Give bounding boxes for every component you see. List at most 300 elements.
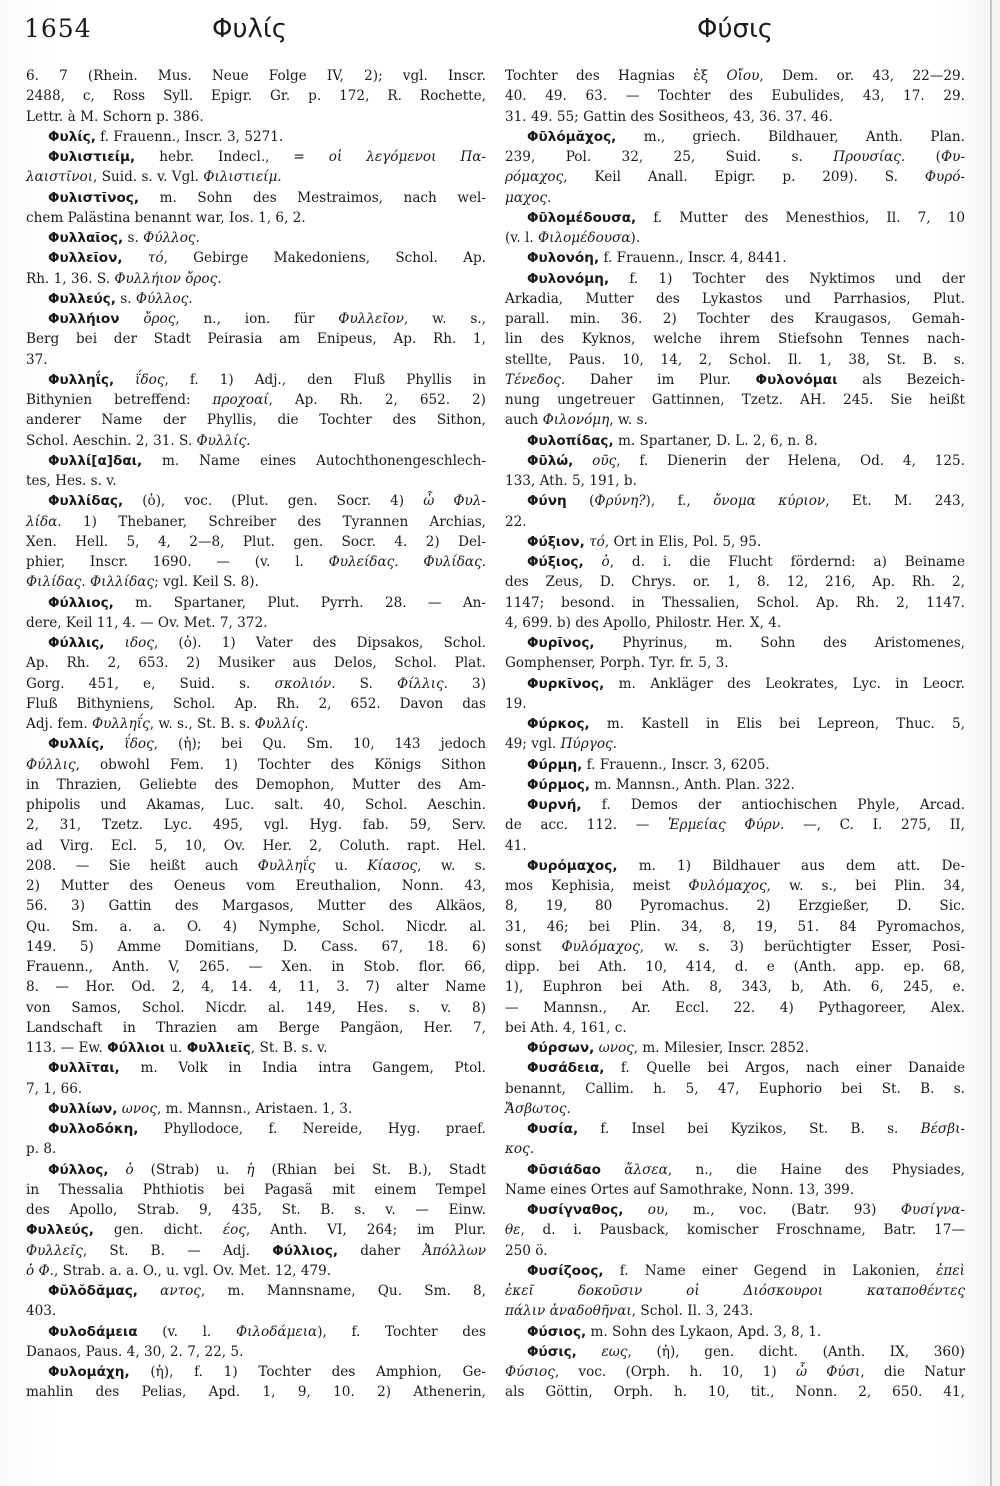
text: f. Frauenn., Inscr. 3, 5271.	[95, 128, 284, 145]
text: m. 1) Bildhauer aus dem att. De-	[617, 857, 965, 874]
greek-text: τό	[584, 533, 605, 550]
greek-text: πάλιν ἀναδοθῆναι	[505, 1303, 632, 1320]
text-line	[26, 593, 486, 613]
text: (Rhian bei St. B.), Stadt	[254, 1161, 486, 1178]
text: phipolis und Akamas, Luc. salt. 40, Schol. Aeschin.	[26, 797, 486, 813]
text-line	[26, 147, 486, 167]
text-line	[26, 1362, 486, 1382]
text: m. Spartaner, Plut. Pyrrh. 28. — An-	[113, 594, 486, 611]
greek-text: Φυσίγνα-	[900, 1202, 965, 1218]
text: Gorg. 451, e, Suid. s.	[26, 675, 275, 692]
headword: Φυλονόμαι	[755, 371, 838, 388]
text: , n., die Haine des Physiades,	[667, 1161, 965, 1178]
text-line	[505, 1099, 965, 1119]
headword: Φῡλομέδουσα,	[527, 209, 637, 226]
text-line	[26, 1099, 486, 1119]
text: Phyllodoce, f. Nereide, Hyg. praef.	[138, 1121, 486, 1137]
text-line	[26, 532, 486, 552]
text: m. Ankläger des Leokrates, Lyc. in Leocr.	[604, 675, 965, 692]
headword: Φυσία,	[527, 1121, 579, 1137]
headword: Φύσις,	[527, 1343, 577, 1360]
greek-text: αντος	[137, 1283, 201, 1299]
text-line	[26, 937, 486, 957]
greek-text: ὁ Φ.	[26, 1262, 54, 1279]
text: 2488, c, Ross Syll. Epigr. Gr. p. 172, R. Rochette,	[26, 88, 486, 105]
headword: Φυσάδεια,	[527, 1060, 605, 1077]
text-line	[26, 1342, 486, 1362]
text: , Ort in Elis, Pol. 5, 95.	[604, 533, 762, 550]
text-line	[505, 370, 965, 390]
text: ad Virg. Ecl. 5, 10, Ov. Her. 2, Coluth. rapt. Hel.	[26, 837, 486, 854]
text: 1), Euphron bei Ath. 8, 343, b, Ath. 6, 245, e.	[505, 979, 965, 996]
headword: Φυλλίδας,	[48, 493, 124, 510]
text: , Et. M. 243,	[825, 493, 965, 510]
text: (v. l.	[137, 1323, 236, 1340]
headword: Φύλλις,	[48, 635, 105, 651]
text-line	[26, 876, 486, 896]
greek-text: ὄρος	[119, 311, 176, 327]
text: 41.	[505, 837, 527, 854]
text: Frauenn., Anth. V, 265. — Xen. in Stob. flor. 66,	[26, 959, 486, 975]
greek-text: Φιλοδάμεια	[235, 1323, 318, 1340]
text: 56. 3) Gattin des Margasos, Mutter des Alkäos,	[26, 898, 486, 915]
text-line	[505, 1342, 965, 1362]
text: u.	[315, 857, 368, 874]
text-line	[26, 1261, 486, 1281]
greek-text: Φυλλίς.	[254, 716, 309, 732]
greek-text: Τένεδος.	[505, 371, 566, 388]
headword: Φύρμη,	[527, 756, 583, 773]
text: Lettr. à M. Schorn p. 386.	[26, 108, 204, 125]
text: , Gebirge Makedoniens, Schol. Ap.	[163, 250, 486, 267]
greek-text: Φυλόμαχος	[688, 878, 767, 894]
text: f. Name einer Gegend in Lakonien,	[603, 1262, 937, 1279]
text-line	[505, 977, 965, 997]
headword: Φυλλεῖον,	[48, 250, 123, 267]
text: m. Sohn des Lykaon, Apd. 3, 8, 1.	[586, 1323, 822, 1340]
text: dere, Keil 11, 4. — Ov. Met. 7, 372.	[26, 614, 268, 631]
headword: Φυλλίς,	[48, 736, 105, 753]
greek-text: Φυλόμαχος	[561, 938, 640, 955]
text-line	[505, 917, 965, 937]
text-line	[26, 512, 486, 532]
text-line	[505, 694, 965, 714]
text: Tochter des Hagnias ἐξ	[505, 68, 727, 84]
text-line	[505, 471, 965, 491]
text-line	[505, 1079, 965, 1099]
text-line	[26, 309, 486, 329]
text-line	[26, 674, 486, 694]
text: , Dem. or. 43, 22—29.	[759, 68, 965, 84]
text: , Suid. s. v. Vgl.	[93, 169, 204, 186]
text-line	[505, 390, 965, 410]
text-line	[26, 653, 486, 673]
text-line	[505, 1119, 965, 1139]
text-line	[26, 856, 486, 876]
text-line	[26, 714, 486, 734]
greek-text: Φύσιος	[505, 1364, 555, 1380]
text: sonst	[505, 938, 562, 955]
headword: Φύξιος,	[527, 554, 584, 570]
text: , w. s., bei Plin. 34,	[766, 878, 965, 894]
headword: Φύλλιος,	[48, 594, 114, 611]
text-line	[26, 1180, 486, 1200]
text: 250 ö.	[505, 1242, 548, 1259]
greek-text: λαιστῖνοι	[26, 169, 94, 186]
text: von Samos, Schol. Nicdr. al. 149, Hes. s. v. 8)	[26, 999, 486, 1016]
text-line	[505, 350, 965, 370]
text-line	[505, 674, 965, 694]
greek-text: Φύλλος.	[143, 230, 200, 246]
text: gen. dicht.	[93, 1222, 223, 1239]
text: f. Mutter des Menesthios, Il. 7, 10	[636, 209, 965, 226]
text: Phyrinus, m. Sohn des Aristomenes,	[594, 635, 965, 651]
text: m. Sohn des Mestraimos, nach wel-	[139, 189, 486, 206]
text: , f. 1) Adj., den Fluß Phyllis in	[164, 371, 486, 388]
text: , Keil Anall. Epigr. p. 209). S.	[563, 169, 925, 186]
text: Berg bei der Stadt Peirasia am Enipeus, Ap. Rh. 1,	[26, 331, 486, 348]
text: , Strab. a. a. O., u. vgl. Ov. Met. 12, 479.	[53, 1262, 332, 1279]
greek-text: σκολιόν.	[274, 675, 336, 692]
text-line	[26, 289, 486, 309]
greek-text: Φίλλις.	[396, 675, 448, 692]
greek-text: ιδος	[104, 635, 154, 651]
text-line	[505, 167, 965, 187]
text: (	[566, 493, 595, 510]
text: ), f.,	[645, 493, 714, 510]
text: 49; vgl.	[505, 736, 561, 753]
text-line	[505, 775, 965, 795]
text: f. Quelle bei Argos, nach einer Danaide	[604, 1060, 965, 1077]
greek-text: λίδα.	[26, 513, 62, 530]
text-line	[505, 998, 965, 1018]
text: ).	[630, 230, 641, 246]
headword: Φυλιστιείμ,	[48, 149, 136, 165]
text: 31, 46; bei Plin. 34, 8, 19, 51. 84 Pyromachos,	[505, 918, 965, 935]
text: , f. Dienerin der Helena, Od. 4, 125.	[616, 452, 965, 469]
text: , m., voc. (Batr. 93)	[664, 1202, 901, 1218]
text-line	[505, 410, 965, 430]
text-line	[26, 188, 486, 208]
text: f. Demos der antiochischen Phyle, Arcad.	[581, 797, 965, 813]
text: parall. min. 36. 2) Tochter des Kraugasos, Gemah-	[505, 311, 965, 327]
greek-text: Φυλλήιον ὄρος.	[114, 270, 222, 287]
greek-text: ρόμαχος	[505, 169, 564, 186]
greek-text: Φυλλεῖς	[26, 1242, 83, 1259]
text-line	[26, 1058, 486, 1078]
text-line	[505, 957, 965, 977]
text: , m. Mannsname, Qu. Sm. 8,	[200, 1283, 486, 1299]
headword: Φύνη	[527, 493, 567, 510]
greek-text: Φυλληΐς	[91, 716, 150, 732]
text: Fluß Bithyniens, Schol. Ap. Rh. 2, 652. Davon das	[26, 695, 486, 712]
text-line	[26, 228, 486, 248]
headword: Φύρκος,	[527, 716, 590, 732]
text-line	[26, 977, 486, 997]
greek-text: ἄλσεα	[600, 1161, 668, 1178]
text: m. Kastell in Elis bei Lepreon, Thuc. 5,	[589, 716, 965, 732]
text: in Thessalia Phthiotis bei Pagasä mit einem Tempel	[26, 1181, 486, 1198]
greek-text: ὦ Φύσι	[795, 1364, 861, 1380]
text: u.	[164, 1040, 187, 1056]
headword: Φύσιος,	[527, 1323, 587, 1340]
text-line	[505, 512, 965, 532]
text-line	[505, 289, 965, 309]
text-line	[26, 410, 486, 430]
text-line	[26, 86, 486, 106]
text: m. Mannsn., Anth. Plan. 322.	[590, 776, 795, 793]
text-line	[505, 653, 965, 673]
headword: Φυρκῖνος,	[527, 675, 605, 692]
text: , St. B. — Adj.	[82, 1242, 273, 1259]
text: ), f. Tochter des	[317, 1323, 487, 1340]
text-line	[505, 451, 965, 471]
text-line	[505, 1058, 965, 1078]
text: als Bezeich-	[837, 371, 965, 388]
text: daher	[338, 1242, 423, 1259]
text: 40. 49. 63. — Tochter des Eubulides, 43, 17. 29.	[505, 88, 965, 105]
text-line	[26, 1241, 486, 1261]
text: , Anth. VI, 264; im Plur.	[245, 1222, 486, 1239]
greek-text: Πύργος.	[560, 736, 617, 753]
text: S.	[335, 675, 397, 692]
text: m. Volk in India intra Gangem, Ptol.	[119, 1060, 486, 1077]
greek-text: ΐδος	[114, 371, 165, 388]
text-line	[26, 1322, 486, 1342]
text: s.	[115, 290, 136, 307]
text: in Thrazien, Geliebte des Demophon, Mutter des Am-	[26, 776, 486, 793]
text: f. Frauenn., Inscr. 3, 6205.	[582, 756, 770, 773]
text-line	[505, 1362, 965, 1382]
text-line	[505, 147, 965, 167]
text: als Göttin, Orph. h. 10, tit., Nonn. 2, 650. 41,	[505, 1384, 965, 1401]
greek-text: θε	[505, 1222, 521, 1239]
headword: Φύλλος,	[48, 1161, 109, 1178]
text-line	[26, 917, 486, 937]
text: , Schol. Il. 3, 243.	[631, 1303, 754, 1320]
text: , m. Milesier, Inscr. 2852.	[633, 1040, 809, 1056]
text-line	[26, 208, 486, 228]
headword: Φυλοδάμεια	[48, 1323, 138, 1340]
text-line	[505, 491, 965, 511]
headword: Φῡσιάδαο	[527, 1161, 601, 1178]
text: Qu. Sm. a. a. O. 4) Nymphe, Schol. Nicdr. al.	[26, 918, 486, 935]
text-line	[505, 1382, 965, 1402]
text: 2, 31, Tzetz. Lyc. 495, vgl. Hyg. fab. 59, Serv.	[26, 817, 486, 834]
text-line	[505, 1322, 965, 1342]
text-line	[505, 1160, 965, 1180]
text: , (ὁ). 1) Vater des Dipsakos, Schol.	[153, 635, 486, 651]
running-head-right: Φύσις	[697, 14, 774, 44]
text-line	[26, 269, 486, 289]
greek-text: μαχος.	[505, 189, 552, 206]
headword: Φυλομάχη,	[48, 1364, 130, 1380]
greek-text: Φιλιστιείμ.	[203, 169, 282, 186]
text: , d. i. Pausback, komischer Froschname, Batr. 17—	[520, 1222, 965, 1239]
text: 8, 19, 80 Pyromachus. 2) Erzgießer, D. Sic.	[505, 898, 965, 915]
text: Gomphenser, Porph. Tyr. fr. 5, 3.	[505, 655, 729, 672]
text-line	[26, 1119, 486, 1139]
text: Rh. 1, 36. S.	[26, 270, 115, 287]
text-line	[505, 188, 965, 208]
text: 19.	[505, 695, 527, 712]
running-head-left: Φυλίς	[212, 14, 287, 44]
text-line	[26, 795, 486, 815]
headword: Φυσίζοος,	[527, 1262, 604, 1279]
text-line	[505, 1241, 965, 1261]
text: Schol. Aeschin. 2, 31. S.	[26, 432, 197, 449]
text-line	[505, 329, 965, 349]
headword: Φυλλαῖος,	[48, 230, 124, 246]
text: Adj. fem.	[26, 716, 92, 732]
text-line	[505, 107, 965, 127]
text: (Strab) u.	[133, 1161, 247, 1178]
left-column	[26, 66, 486, 1403]
greek-text: Φιλίδας. Φιλλίδας	[26, 574, 155, 591]
text-line	[26, 471, 486, 491]
text: , w. s.	[417, 857, 487, 874]
text: , w. s., St. B. s.	[149, 716, 255, 732]
greek-text: Φυλληΐς	[257, 857, 316, 874]
headword: Φυλονόη,	[527, 250, 600, 267]
text: 3)	[447, 675, 486, 692]
greek-text: ἐκεῖ δοκοῦσιν οἱ Διόσκουροι καταποθέντες	[505, 1283, 965, 1299]
text: 2) Mutter des Oeneus vom Ereuthalion, Nonn. 43,	[26, 878, 486, 894]
greek-text: Οἴου	[726, 68, 760, 84]
headword: Φυλλιεῖς	[186, 1040, 251, 1056]
text-line	[505, 1200, 965, 1220]
greek-text: Φυρό-	[924, 169, 965, 186]
text: chem Palästina benannt war, Ios. 1, 6, 2.	[26, 209, 306, 226]
text: Bithynien betreffend:	[26, 392, 213, 408]
text: mahlin des Pelias, Apd. 1, 9, 10. 2) Athenerin,	[26, 1384, 486, 1401]
text-line	[26, 1301, 486, 1321]
text: , St. B. s. v.	[250, 1040, 328, 1056]
text-line	[26, 431, 486, 451]
text-line	[26, 66, 486, 86]
headword: Φύρσων,	[527, 1040, 595, 1056]
greek-text: Βέσβι-	[920, 1121, 965, 1137]
greek-text: ὁ	[108, 1161, 134, 1178]
text: des Apollo, Strab. 9, 435, St. B. s. v. — Einw.	[26, 1202, 486, 1218]
greek-text: τό	[122, 250, 164, 267]
right-column	[505, 66, 965, 1403]
text-line	[26, 572, 486, 592]
text: Landschaft in Thrazien am Berge Pangäon, Her. 7,	[26, 1019, 486, 1036]
text-line	[26, 613, 486, 633]
text: lin des Kyknos, welche ihrem Stiefsohn Tennes nach-	[505, 331, 965, 348]
text-line	[26, 998, 486, 1018]
text-line	[505, 1301, 965, 1321]
text: (v. l.	[505, 230, 539, 246]
greek-text: Ἀπόλλων	[422, 1242, 487, 1259]
text-line	[26, 1382, 486, 1402]
text: 4, 699. b) des Apollo, Philostr. Her. X, 4.	[505, 614, 782, 631]
text: nung ungetreuer Gattinnen, Tzetz. AH. 245. Sie heißt	[505, 392, 965, 408]
text-line	[26, 957, 486, 977]
text-line	[505, 1281, 965, 1301]
text-line	[505, 734, 965, 754]
text: 1147; besond. in Thessalien, Schol. Ap. Rh. 2, 1147.	[505, 594, 965, 611]
text: m. Name eines Autochthonengeschlech-	[142, 452, 486, 469]
text: Danaos, Paus. 4, 30, 2. 7, 22, 5.	[26, 1343, 244, 1360]
text: f. 1) Tochter des Nyktimos und der	[609, 270, 965, 287]
text: —, C. I. 275, II,	[784, 817, 965, 834]
text-line	[505, 66, 965, 86]
headword: Φύξιον,	[527, 533, 585, 550]
headword: Φυρνή,	[527, 797, 582, 813]
headword: Φυλλοδόκη,	[48, 1121, 139, 1137]
text: Ap. Rh. 2, 653. 2) Musiker aus Delos, Schol. Plat.	[26, 655, 486, 672]
text: Name eines Ortes auf Samothrake, Nonn. 13, 399.	[505, 1181, 855, 1198]
text-line	[505, 1139, 965, 1159]
text-line	[505, 714, 965, 734]
text-line	[26, 248, 486, 268]
greek-text: Φύλλις	[26, 756, 76, 773]
greek-text: ὦ Φυλ-	[423, 493, 486, 510]
text: , (ἡ), gen. dicht. (Anth. IX, 360)	[627, 1343, 965, 1360]
text-line	[26, 633, 486, 653]
greek-text: ου	[623, 1202, 665, 1218]
text: , m. Mannsn., Aristaen. 1, 3.	[156, 1100, 353, 1117]
text: 1) Thebaner, Schreiber des Tyrannen Archias,	[61, 513, 486, 530]
text: m., griech. Bildhauer, Anth. Plan.	[616, 128, 965, 145]
page-number: 1654	[24, 14, 92, 43]
greek-text: εως	[576, 1343, 628, 1360]
text: 239, Pol. 32, 25, Suid. s.	[505, 149, 834, 165]
headword: Φυλλεύς,	[48, 290, 116, 307]
headword: Φυλλεύς,	[26, 1222, 94, 1239]
text: , n., ion. für	[175, 311, 339, 327]
text-line	[505, 593, 965, 613]
text: , w. s.	[609, 412, 648, 429]
greek-text: Φυλλεῖον	[338, 311, 405, 327]
text: Xen. Hell. 5, 4, 2—8, Plut. gen. Socr. 4. 2) Del-	[26, 533, 486, 550]
headword: Φυλληΐς,	[48, 371, 115, 388]
text-line	[26, 1200, 486, 1220]
greek-text: Προυσίας.	[833, 149, 906, 165]
text: , voc. (Orph. h. 10, 1)	[554, 1364, 796, 1380]
greek-text: Φυλείδας. Φυλίδας.	[328, 554, 486, 570]
greek-text: ἐπεὶ	[936, 1262, 965, 1279]
text: de acc. 112. —	[505, 817, 669, 834]
headword: Φυσίγναθος,	[527, 1202, 624, 1218]
text-line	[505, 552, 965, 572]
text: f. Frauenn., Inscr. 4, 8441.	[599, 250, 787, 267]
greek-text: Φιλομέδουσα	[538, 230, 631, 246]
text-line	[26, 1281, 486, 1301]
text-line	[26, 775, 486, 795]
text: stellte, Paus. 10, 14, 2, Schol. Il. 1, 38, St. B. s.	[505, 351, 965, 368]
text-line	[505, 876, 965, 896]
headword: Φύλλιοι	[107, 1040, 165, 1056]
text: des Zeus, D. Chrys. or. 1, 8. 12, 216, Ap. Rh. 2,	[505, 574, 965, 591]
greek-text: ὄνομα κύριον	[713, 493, 826, 510]
text-line	[505, 1220, 965, 1240]
greek-text: Κίασος	[367, 857, 418, 874]
text: 37.	[26, 351, 48, 368]
page-edge	[990, 0, 992, 1486]
headword: Φυλονόμη,	[527, 270, 610, 287]
text-line	[505, 127, 965, 147]
text: 403.	[26, 1303, 57, 1320]
text: dipp. bei Ath. 10, 414, d. e (Anth. app. ep. 68,	[505, 959, 965, 975]
text: p. 8.	[26, 1141, 57, 1158]
greek-text: Φύλλος.	[135, 290, 193, 307]
headword: Φυλλίων,	[48, 1100, 118, 1117]
text-line	[26, 370, 486, 390]
text: phier, Inscr. 1690. — (v. l.	[26, 554, 329, 570]
